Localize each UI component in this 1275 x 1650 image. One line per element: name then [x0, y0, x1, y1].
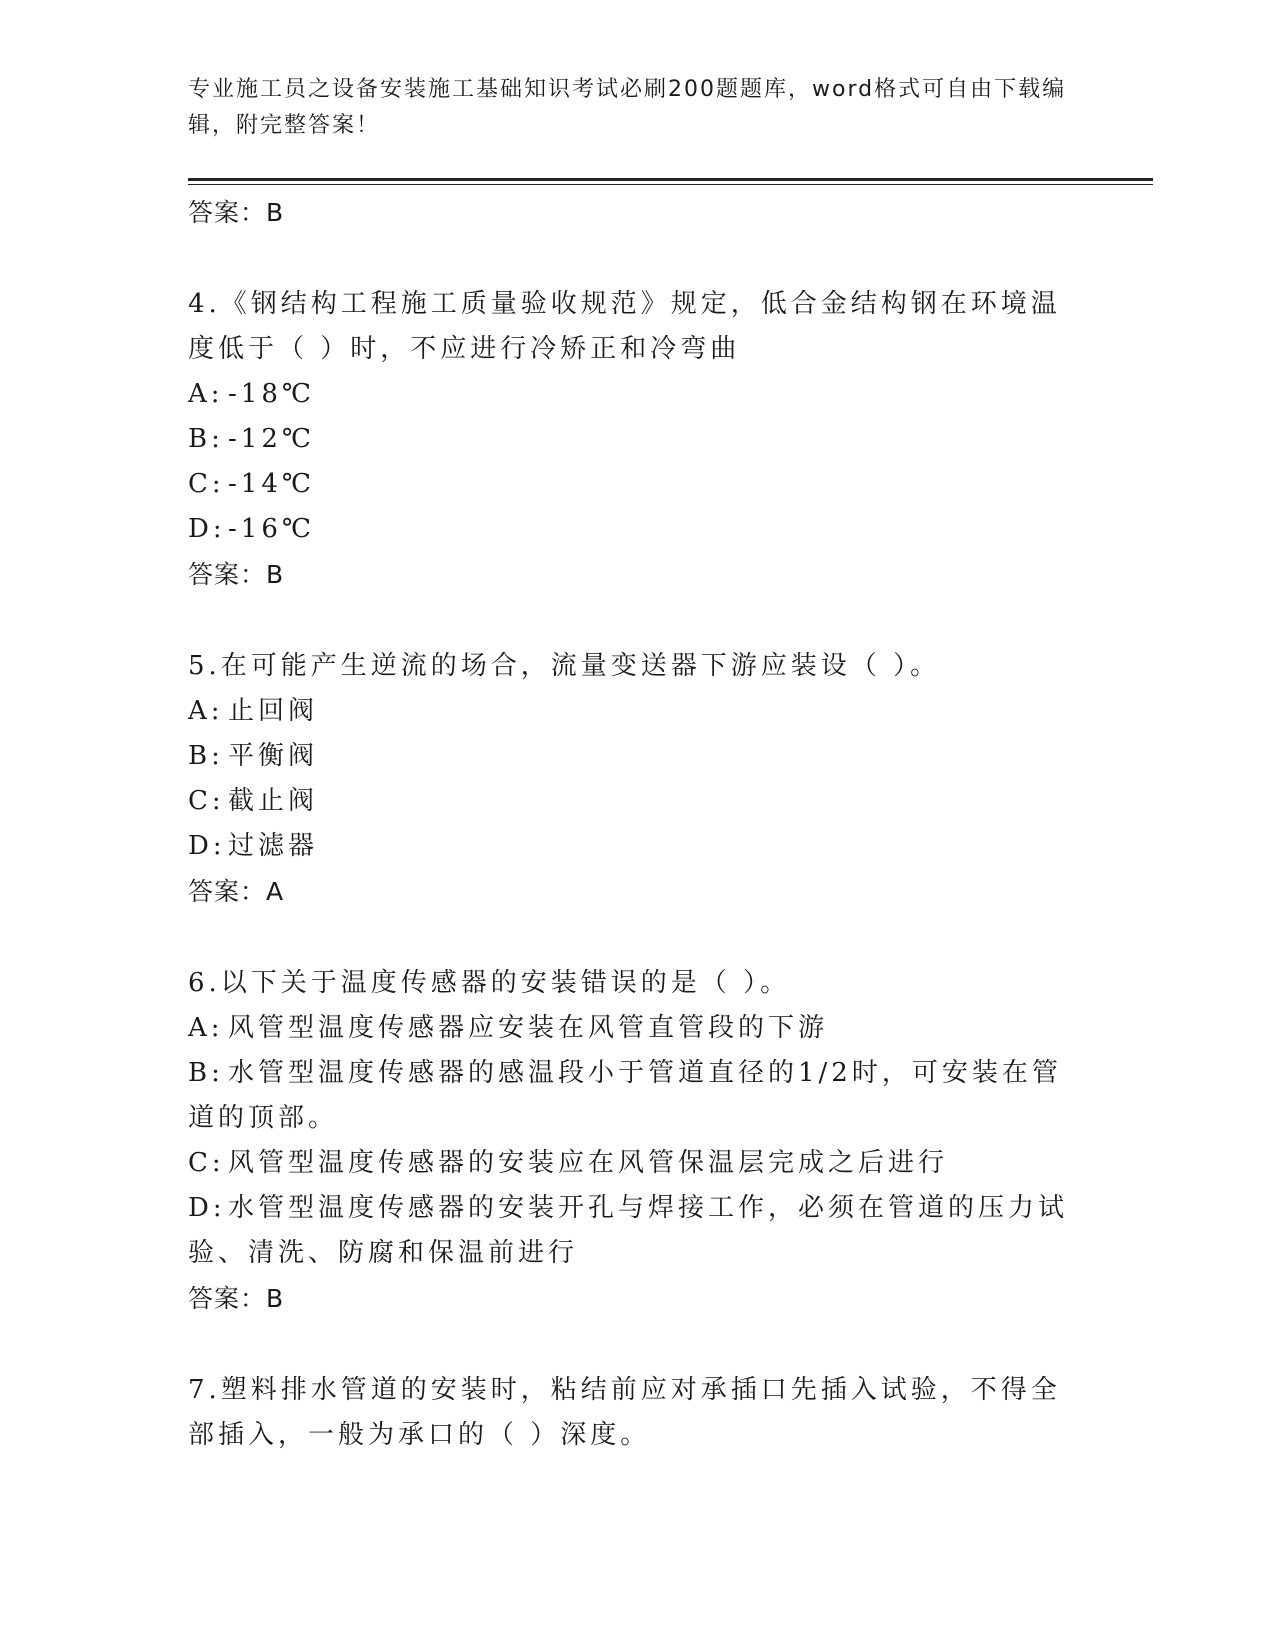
- option-text: 风管型温度传感器应安装在风管直管段的下游: [228, 1013, 829, 1043]
- option-label: C:: [188, 1148, 225, 1178]
- option-text: 平衡阀: [228, 741, 319, 771]
- document-header: 专业施工员之设备安装施工基础知识考试必刷200题题库，word格式可自由下载编辑，附完整答案！: [188, 77, 1067, 138]
- option-text: -18℃: [228, 379, 315, 409]
- question-block: [188, 282, 1088, 598]
- option-item: [188, 1141, 1088, 1186]
- option-label: B:: [188, 1058, 224, 1088]
- option-text: -14℃: [228, 469, 315, 499]
- option-label: A:: [188, 696, 224, 726]
- option-text: 过滤器: [228, 831, 319, 861]
- option-label: C:: [188, 469, 225, 499]
- page-content: [188, 190, 1088, 1458]
- option-label: D:: [188, 514, 226, 544]
- option-label: A:: [188, 379, 224, 409]
- option-text: -12℃: [228, 424, 315, 454]
- option-text: 截止阀: [228, 786, 319, 816]
- question-block: [188, 1368, 1088, 1458]
- option-item: [188, 779, 1088, 824]
- option-item: [188, 1051, 1088, 1141]
- option-label: B:: [188, 424, 224, 454]
- header-rule: [188, 178, 1153, 181]
- option-text: -16℃: [228, 514, 315, 544]
- option-label: C:: [188, 786, 225, 816]
- option-label: A:: [188, 1013, 224, 1043]
- option-text: 止回阀: [228, 696, 319, 726]
- option-item: [188, 689, 1088, 734]
- option-item: [188, 824, 1088, 869]
- question-block: [188, 644, 1088, 915]
- header-rule-thin: [188, 184, 1153, 185]
- question-block: [188, 961, 1088, 1322]
- question-text: 6.以下关于温度传感器的安装错误的是（ ）。: [188, 968, 791, 998]
- option-label: B:: [188, 741, 224, 771]
- option-item: [188, 372, 1088, 417]
- option-item: [188, 417, 1088, 462]
- answer-text: 答案：B: [188, 198, 285, 227]
- option-item: [188, 507, 1088, 552]
- question-text: 4.《钢结构工程施工质量验收规范》规定，低合金结构钢在环境温度低于（ ）时，不应进行冷矫正和冷弯曲: [188, 289, 1061, 364]
- option-text: 水管型温度传感器的安装开孔与焊接工作，必须在管道的压力试验、清洗、防腐和保温前进行: [188, 1193, 1069, 1268]
- option-text: 风管型温度传感器的安装应在风管保温层完成之后进行: [228, 1148, 949, 1178]
- option-label: D:: [188, 1193, 226, 1223]
- answer-text: 答案：B: [188, 560, 285, 589]
- question-text: 5.在可能产生逆流的场合，流量变送器下游应装设（ ）。: [188, 651, 941, 681]
- option-label: D:: [188, 831, 226, 861]
- option-item: [188, 462, 1088, 507]
- option-item: [188, 1006, 1088, 1051]
- option-item: [188, 1186, 1088, 1276]
- option-item: [188, 734, 1088, 779]
- answer-text: 答案：B: [188, 1284, 285, 1313]
- option-text: 水管型温度传感器的感温段小于管道直径的1/2时，可安装在管道的顶部。: [188, 1058, 1062, 1133]
- answer-text: 答案：A: [188, 877, 285, 906]
- question-text: 7.塑料排水管道的安装时，粘结前应对承插口先插入试验，不得全部插入，一般为承口的（ ）深度。: [188, 1375, 1061, 1450]
